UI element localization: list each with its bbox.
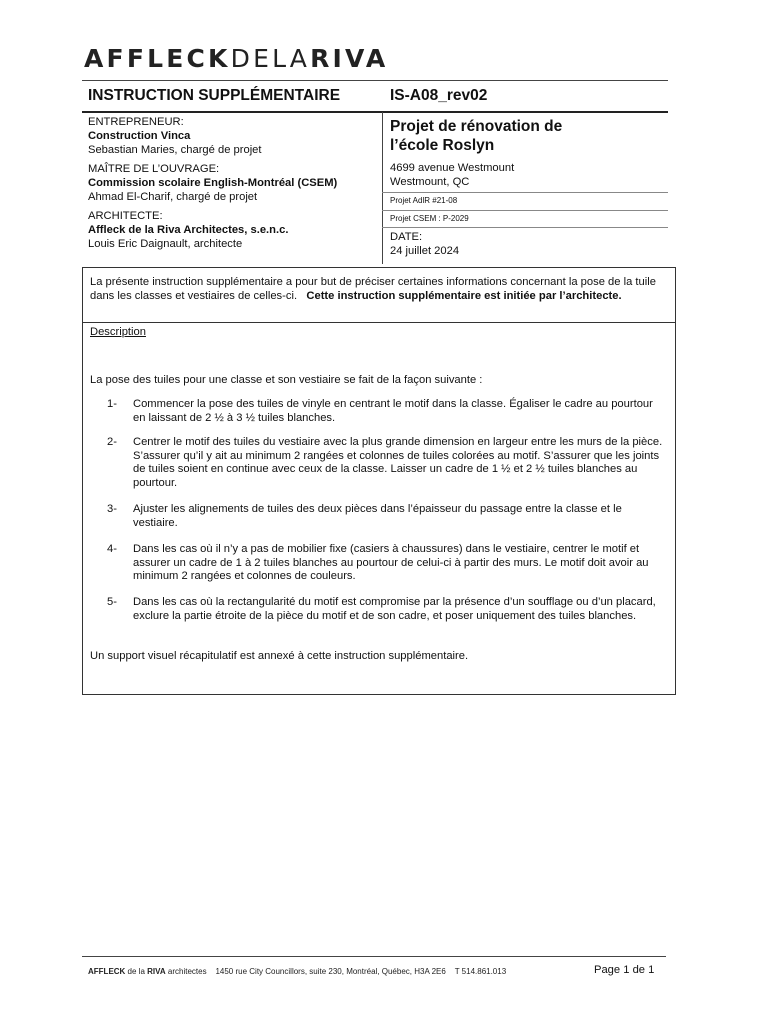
project-address [390, 161, 514, 189]
project-title-line2: l’école Roslyn [390, 137, 495, 154]
date-label: DATE: [390, 231, 423, 243]
intro-bold-text: Cette instruction supplémentaire est initiée par l’architecte. [306, 289, 622, 302]
list-item-text: Ajuster les alignements de tuiles des deux pièces dans l’épaisseur du passage entre la classe et le vestiaire. [133, 503, 622, 529]
owner-contact: Ahmad El-Charif, chargé de projet [88, 191, 258, 203]
owner-label: MAÎTRE DE L’OUVRAGE: [88, 163, 220, 175]
footer-rule [82, 956, 666, 957]
entrepreneur-name: Construction Vinca [88, 130, 191, 142]
project-date [390, 230, 459, 258]
architect-label: ARCHITECTE: [88, 210, 163, 222]
header-vertical-divider [382, 112, 383, 264]
footer-firm-bold1: AFFLECK [88, 967, 126, 976]
list-item-text: Dans les cas où la rectangularité du motif est compromise par la présence d’un soufflage ou d’un placard, exclure la partie étroite de la pièce du motif et de son cadre, et poser uniquement des tuiles blanches. [133, 596, 656, 622]
closing-paragraph: Un support visuel récapitulatif est annexé à cette instruction supplémentaire. [90, 650, 469, 662]
project-address-line1: 4699 avenue Westmount [390, 162, 515, 174]
instruction-box [82, 267, 676, 695]
list-item [107, 398, 667, 425]
owner-name: Commission scolaire English-Montréal (CSEM) [88, 177, 338, 189]
project-rule-3 [382, 227, 668, 228]
architect-block [88, 209, 288, 251]
list-item-text: Dans les cas où il n’y a pas de mobilier fixe (casiers à chaussures) dans le vestiaire, centrer le motif et assurer un cadre de 1 à 2 tuiles blanches au pourtour de celui-ci à partir des murs. Le motif doit avoir au minimum 2 rangées et colonnes de couleurs. [133, 543, 649, 583]
architect-contact: Louis Eric Daignault, architecte [88, 238, 243, 250]
footer-firm-info [88, 967, 506, 976]
list-item [107, 436, 667, 490]
lead-paragraph: La pose des tuiles pour une classe et son vestiaire se fait de la façon suivante : [90, 374, 483, 386]
list-item [107, 503, 667, 530]
header-rule-top [82, 80, 668, 81]
footer-phone: T 514.861.013 [454, 967, 507, 976]
intro-paragraph [90, 276, 668, 303]
entrepreneur-block [88, 115, 262, 157]
description-heading: Description [90, 326, 146, 338]
list-item-text: Centrer le motif des tuiles du vestiaire avec la plus grande dimension en largeur entre les murs de la pièce. S’assurer qu’il y ait au minimum 2 rangées et colonnes de tuiles colorées au motif. S’assurer que les joints de tuiles soient en continue avec ceux de la classe. Laisser un cadre de 1 ½ et 2 ½ tuiles blanches au pourtour. [133, 436, 663, 489]
footer-address: 1450 rue City Councillors, suite 230, Montréal, Québec, H3A 2E6 [215, 967, 446, 976]
logo-part-riva: RIVA [310, 44, 389, 73]
project-title-line1: Projet de rénovation de [390, 118, 563, 135]
doc-id: IS-A08_rev02 [390, 87, 488, 104]
doc-type-title: INSTRUCTION SUPPLÉMENTAIRE [88, 87, 341, 104]
footer-firm-bold2: RIVA [147, 967, 166, 976]
project-title [390, 117, 562, 155]
logo-part-affleck: AFFLECK [84, 44, 231, 73]
project-rule-1 [382, 192, 668, 193]
project-adlr-ref: Projet AdlR #21-08 [390, 196, 458, 205]
list-item-number: 5- [107, 596, 117, 608]
logo-part-dela: DELA [230, 44, 311, 73]
entrepreneur-contact: Sebastian Maries, chargé de projet [88, 144, 262, 156]
list-item-number: 4- [107, 543, 117, 555]
list-item-number: 1- [107, 398, 117, 410]
project-csem-ref: Projet CSEM : P-2029 [390, 214, 469, 223]
footer-firm-tail: architectes [165, 967, 207, 976]
project-rule-2 [382, 210, 668, 211]
list-item-number: 3- [107, 503, 117, 515]
list-item-number: 2- [107, 436, 117, 448]
intro-separator [83, 322, 675, 323]
owner-block [88, 162, 337, 204]
date-value: 24 juillet 2024 [390, 245, 460, 257]
footer-firm-mid: de la [125, 967, 148, 976]
list-item [107, 596, 667, 623]
entrepreneur-label: ENTREPRENEUR: [88, 116, 184, 128]
intro-text: La présente instruction supplémentaire a pour but de préciser certaines informations concernant la pose de la tuile dans les classes et vestiaires de celles-ci. [90, 276, 656, 302]
list-item [107, 543, 667, 584]
project-address-line2: Westmount, QC [390, 176, 470, 188]
list-item-text: Commencer la pose des tuiles de vinyle en centrant le motif dans la classe. Égaliser le cadre au pourtour en laissant de 2 ½ à 3 ½ tuiles blanches. [133, 398, 653, 424]
page-number: Page 1 de 1 [594, 964, 655, 976]
firm-logo [84, 44, 388, 73]
architect-name: Affleck de la Riva Architectes, s.e.n.c. [88, 224, 289, 236]
header-rule-main [82, 111, 668, 113]
